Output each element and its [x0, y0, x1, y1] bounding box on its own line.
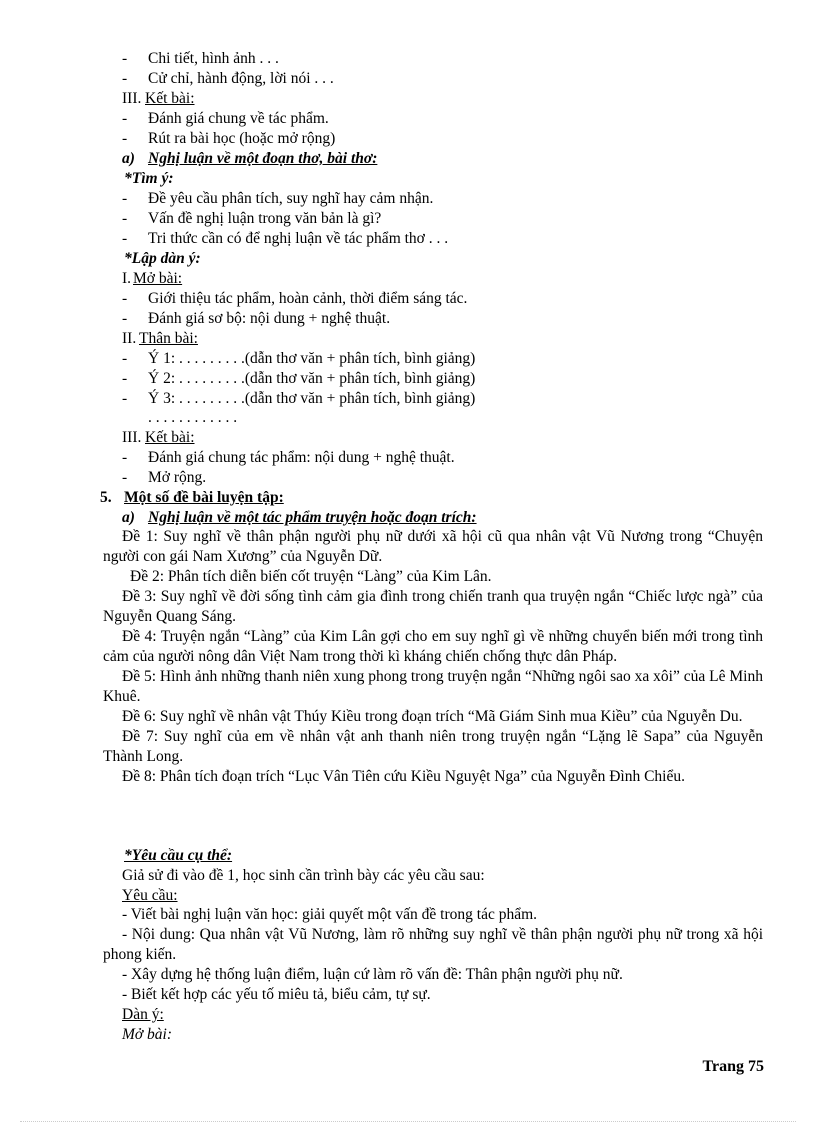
list-item: - Đánh giá chung về tác phẩm.	[122, 110, 329, 127]
exercise-item: Đề 8: Phân tích đoạn trích “Lục Vân Tiên cứu Kiều Nguyệt Nga” của Nguyễn Đình Chiểu.	[122, 768, 685, 785]
list-item: - Ý 1: . . . . . . . . .(dẫn thơ văn + phân tích, bình giảng)	[122, 350, 476, 367]
list-item: - Mở rộng.	[122, 469, 207, 486]
section-heading-5: 5. Một số đề bài luyện tập:	[100, 489, 284, 506]
intro-text: Giả sử đi vào đề 1, học sinh cần trình bày các yêu cầu sau:	[122, 867, 485, 884]
requirement-list	[103, 905, 763, 1005]
list-item: - Đánh giá sơ bộ: nội dung + nghệ thuật.	[122, 310, 391, 327]
heading-yeu-cau: Yêu cầu:	[122, 887, 178, 904]
heading-dan-y: Dàn ý:	[122, 1006, 164, 1023]
exercise-item: Đề 7: Suy nghĩ của em về nhân vật anh thanh niên trong truyện ngắn “Lặng lẽ Sapa” của Nguyễn Thành Long.	[103, 728, 763, 765]
list-item: - Tri thức cần có để nghị luận về tác phẩm thơ . . .	[122, 230, 449, 247]
list-item: - Đề yêu cầu phân tích, suy nghĩ hay cảm nhận.	[122, 190, 434, 207]
heading-than-bai: II. Thân bài:	[122, 330, 198, 347]
page-bottom-border	[20, 1121, 796, 1122]
exercise-item: Đề 5: Hình ảnh những thanh niên xung phong trong truyện ngắn “Những ngôi sao xa xôi” của Lê Minh Khuê.	[103, 668, 763, 705]
page-number: Trang 75	[702, 1058, 764, 1075]
section-heading-poem: a) Nghị luận về một đoạn thơ, bài thơ:	[122, 150, 378, 167]
heading-mo-bai: I. Mở bài:	[122, 270, 183, 287]
list-item: - Ý 3: . . . . . . . . .(dẫn thơ văn + phân tích, bình giảng)	[122, 390, 476, 407]
list-item: - Cử chỉ, hành động, lời nói . . .	[122, 70, 334, 87]
list-item: - Đánh giá chung tác phẩm: nội dung + nghệ thuật.	[122, 449, 455, 466]
list-item: - Chi tiết, hình ảnh . . .	[122, 50, 279, 67]
exercise-item: Đề 4: Truyện ngắn “Làng” của Kim Lân gợi cho em suy nghĩ gì về những chuyển biến mới trong tình cảm của người nông dân Việt Nam trong thời kì kháng chiến chống thực dân Pháp.	[103, 628, 763, 665]
exercise-item: Đề 3: Suy nghĩ về đời sống tình cảm gia đình trong chiến tranh qua truyện ngắn “Chiếc lược ngà” của Nguyễn Quang Sáng.	[103, 588, 763, 625]
heading-yeu-cau-cu-the: *Yêu cầu cụ thể:	[124, 847, 233, 864]
exercise-item: Đề 2: Phân tích diễn biến cốt truyện “Làng” của Kim Lân.	[130, 568, 492, 585]
section-heading-story: a) Nghị luận về một tác phẩm truyện hoặc đoạn trích:	[122, 509, 477, 526]
list-item: - Vấn đề nghị luận trong văn bản là gì?	[122, 210, 382, 227]
exercise-list	[103, 527, 763, 787]
requirement-item: - Xây dựng hệ thống luận điểm, luận cứ làm rõ vấn đề: Thân phận người phụ nữ.	[122, 966, 623, 983]
heading-mo-bai-2: Mở bài:	[122, 1026, 173, 1043]
list-item: - Giới thiệu tác phẩm, hoàn cảnh, thời điểm sáng tác.	[122, 290, 468, 307]
requirement-item: - Biết kết hợp các yếu tố miêu tả, biểu cảm, tự sự.	[122, 986, 431, 1003]
ellipsis-line: . . . . . . . . . . . .	[148, 409, 238, 426]
heading-ket-bai: III. Kết bài:	[122, 429, 195, 446]
requirement-item: - Viết bài nghị luận văn học: giải quyết một vấn đề trong tác phẩm.	[122, 906, 538, 923]
list-item: - Rút ra bài học (hoặc mở rộng)	[122, 130, 336, 147]
exercise-item: Đề 6: Suy nghĩ về nhân vật Thúy Kiều trong đoạn trích “Mã Giám Sinh mua Kiều” của Nguyễn Du.	[122, 708, 743, 725]
exercise-item: Đề 1: Suy nghĩ về thân phận người phụ nữ dưới xã hội cũ qua nhân vật Vũ Nương trong “Chuyện người con gái Nam Xương” của Nguyễn Dữ.	[103, 528, 763, 565]
requirement-item: - Nội dung: Qua nhân vật Vũ Nương, làm rõ những suy nghĩ về thân phận người phụ nữ trong xã hội phong kiến.	[103, 926, 763, 963]
heading-tim-y: *Tìm ý:	[124, 170, 174, 187]
list-item: - Ý 2: . . . . . . . . .(dẫn thơ văn + phân tích, bình giảng)	[122, 370, 476, 387]
heading-ket-bai: III. Kết bài:	[122, 90, 195, 107]
heading-lap-dan-y: *Lập dàn ý:	[124, 250, 201, 267]
